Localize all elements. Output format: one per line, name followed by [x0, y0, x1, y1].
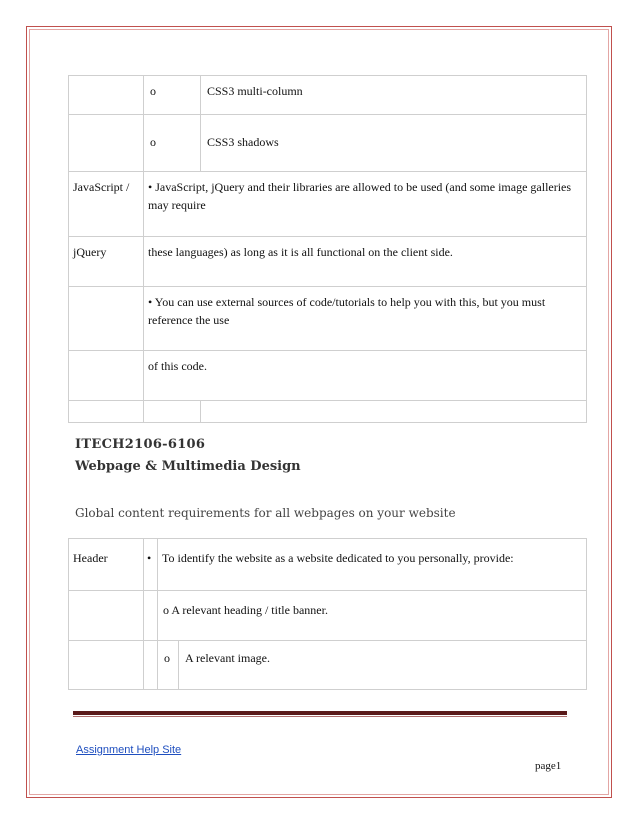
table-cell: JavaScript /: [69, 172, 144, 237]
table-cell: o A relevant heading / title banner.: [158, 591, 587, 641]
table-row: [69, 539, 587, 591]
table-cell: [69, 351, 144, 401]
table-row: [69, 401, 587, 423]
table-row: [69, 287, 587, 351]
table-row: [69, 115, 587, 172]
table-cell: of this code.: [144, 351, 587, 401]
section-heading: Global content requirements for all webpages on your website: [75, 506, 456, 520]
table-cell: CSS3 multi-column: [201, 76, 587, 115]
course-title: Webpage & Multimedia Design: [75, 459, 301, 474]
table-cell: To identify the website as a website dedicated to you personally, provide:: [158, 539, 587, 591]
table-cell: [69, 287, 144, 351]
table-cell: Header: [69, 539, 144, 591]
table-row: [69, 351, 587, 401]
table-cell: [69, 115, 144, 172]
table-row: [69, 641, 587, 690]
table-cell: [201, 401, 587, 423]
table-cell: A relevant image.: [179, 641, 587, 690]
table-cell: [69, 76, 144, 115]
assignment-help-link[interactable]: Assignment Help Site: [76, 744, 182, 756]
table-cell: [144, 401, 201, 423]
course-code: ITECH2106-6106: [75, 437, 206, 452]
table-cell: [144, 591, 158, 641]
table-cell: [69, 641, 144, 690]
page-number: page1: [535, 760, 562, 772]
table-cell: these languages) as long as it is all functional on the client side.: [144, 237, 587, 287]
global-content-table: [68, 538, 587, 690]
footer-divider-accent: [73, 716, 567, 717]
table-row: [69, 591, 587, 641]
table-cell: •: [144, 539, 158, 591]
table-cell: CSS3 shadows: [201, 115, 587, 172]
table-cell: [69, 401, 144, 423]
table-cell: o: [158, 641, 179, 690]
table-cell: • You can use external sources of code/tutorials to help you with this, but you must reference the use: [144, 287, 587, 351]
table-row: [69, 76, 587, 115]
table-cell: o: [144, 115, 201, 172]
footer-divider: [73, 711, 567, 715]
table-row: [69, 237, 587, 287]
requirements-table-continued: [68, 75, 587, 423]
table-cell: [69, 591, 144, 641]
table-cell: [144, 641, 158, 690]
table-row: [69, 172, 587, 237]
table-cell: o: [144, 76, 201, 115]
table-cell: jQuery: [69, 237, 144, 287]
table-cell: • JavaScript, jQuery and their libraries are allowed to be used (and some image galleries may require: [144, 172, 587, 237]
